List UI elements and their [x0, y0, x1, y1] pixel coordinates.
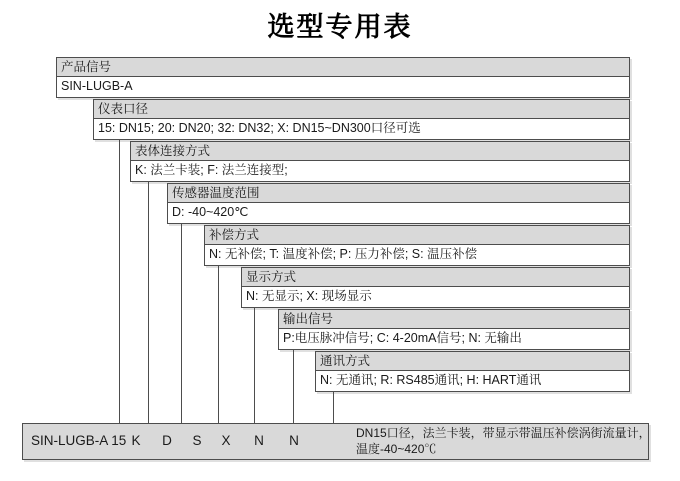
- result-code-letter-temp-range: D: [162, 433, 172, 448]
- result-description-line1: DN15口径，法兰卡装，带显示带温压补偿涡街流量计，: [356, 426, 651, 440]
- box-options-output-signal: P:电压脉冲信号; C: 4-20mA信号; N: 无输出: [279, 329, 629, 348]
- connector-line-sensor-temp-range: [181, 224, 182, 423]
- connector-line-communication: [333, 392, 334, 423]
- result-code-letter-communication: N: [289, 433, 299, 448]
- box-header-compensation: 补偿方式: [205, 226, 629, 245]
- page-title: 选型专用表: [267, 12, 413, 42]
- result-code-box: [22, 423, 649, 460]
- box-header-display-mode: 显示方式: [242, 268, 629, 287]
- selection-box-product-signal: [56, 57, 630, 98]
- selection-box-compensation: [204, 225, 630, 266]
- box-options-body-connection: K: 法兰卡装; F: 法兰连接型;: [131, 161, 629, 180]
- selection-box-meter-diameter: [93, 99, 630, 140]
- result-code-letter-connection: K: [131, 433, 141, 448]
- box-header-sensor-temp-range: 传感器温度范围: [168, 184, 629, 203]
- result-description-line2: 温度-40~420℃: [356, 442, 437, 456]
- box-options-communication: N: 无通讯; R: RS485通讯; H: HART通讯: [316, 371, 629, 390]
- box-header-meter-diameter: 仪表口径: [94, 100, 629, 119]
- selection-box-communication: [315, 351, 630, 392]
- connector-line-output-signal: [293, 350, 294, 423]
- box-options-sensor-temp-range: D: -40~420℃: [168, 203, 629, 222]
- connector-line-display-mode: [254, 308, 255, 423]
- box-header-product-signal: 产品信号: [57, 58, 629, 77]
- result-code-base: SIN-LUGB-A 15: [31, 433, 127, 448]
- box-header-output-signal: 输出信号: [279, 310, 629, 329]
- selection-box-body-connection: [130, 141, 630, 182]
- selection-box-output-signal: [278, 309, 630, 350]
- result-code-letter-display: X: [221, 433, 231, 448]
- connector-line-meter-diameter: [119, 140, 120, 423]
- box-options-product-signal: SIN-LUGB-A: [57, 77, 629, 96]
- connector-line-body-connection: [148, 182, 149, 423]
- selection-box-display-mode: [241, 267, 630, 308]
- result-code-letter-compensation: S: [192, 433, 202, 448]
- box-header-body-connection: 表体连接方式: [131, 142, 629, 161]
- box-options-display-mode: N: 无显示; X: 现场显示: [242, 287, 629, 306]
- box-options-compensation: N: 无补偿; T: 温度补偿; P: 压力补偿; S: 温压补偿: [205, 245, 629, 264]
- result-code-letter-output: N: [254, 433, 264, 448]
- box-header-communication: 通讯方式: [316, 352, 629, 371]
- result-description: [356, 425, 651, 457]
- box-options-meter-diameter: 15: DN15; 20: DN20; 32: DN32; X: DN15~DN300口径可选: [94, 119, 629, 138]
- selection-box-sensor-temp-range: [167, 183, 630, 224]
- connector-line-compensation: [218, 266, 219, 423]
